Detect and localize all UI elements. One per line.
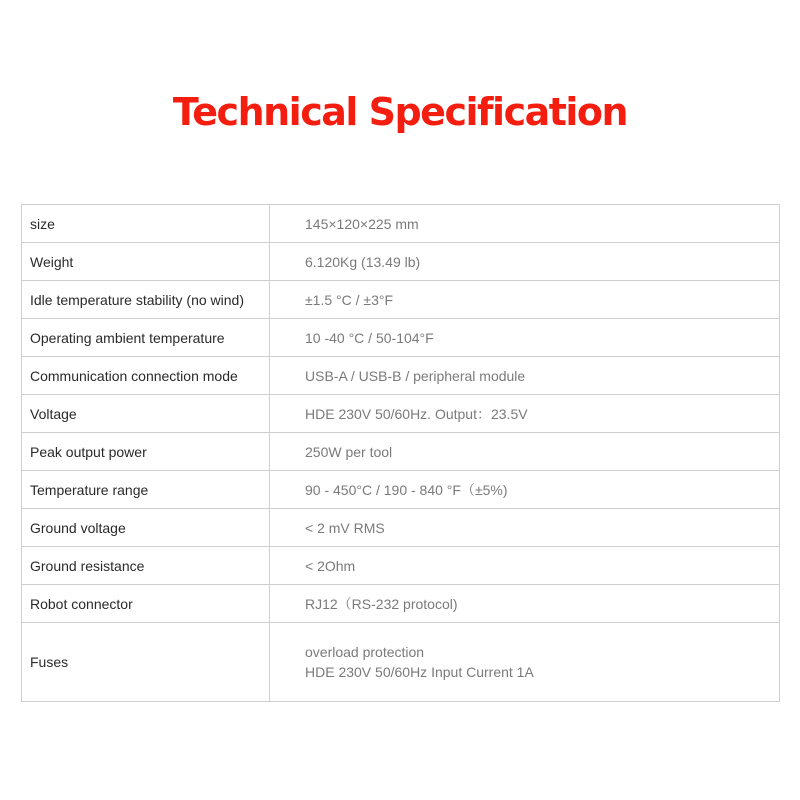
table-row-peak-output-power: [22, 433, 780, 471]
spec-value: < 2 mV RMS: [270, 509, 780, 547]
spec-value-line: HDE 230V 50/60Hz Input Current 1A: [305, 664, 534, 680]
spec-value: [270, 623, 780, 702]
table-row-size: [22, 205, 780, 243]
spec-label: Ground voltage: [22, 509, 270, 547]
spec-value: ±1.5 °C / ±3°F: [270, 281, 780, 319]
spec-value: USB-A / USB-B / peripheral module: [270, 357, 780, 395]
spec-label: Voltage: [22, 395, 270, 433]
spec-label: Fuses: [22, 623, 270, 702]
spec-value: HDE 230V 50/60Hz. Output：23.5V: [270, 395, 780, 433]
table-row-fuses: [22, 623, 780, 702]
spec-value: RJ12（RS-232 protocol): [270, 585, 780, 623]
spec-label: size: [22, 205, 270, 243]
spec-label: Weight: [22, 243, 270, 281]
spec-label: Operating ambient temperature: [22, 319, 270, 357]
spec-value: < 2Ohm: [270, 547, 780, 585]
table-row-voltage: [22, 395, 780, 433]
spec-table: [21, 204, 780, 702]
spec-value: 250W per tool: [270, 433, 780, 471]
table-row-weight: [22, 243, 780, 281]
table-row-communication-connection-mode: [22, 357, 780, 395]
spec-value: 145×120×225 mm: [270, 205, 780, 243]
spec-value-line: overload protection: [305, 644, 425, 660]
spec-label: Robot connector: [22, 585, 270, 623]
table-row-temperature-range: [22, 471, 780, 509]
table-row-ground-voltage: [22, 509, 780, 547]
spec-value: 6.120Kg (13.49 lb): [270, 243, 780, 281]
page-title: Technical Specification: [172, 90, 628, 134]
table-row-robot-connector: [22, 585, 780, 623]
spec-label: Temperature range: [22, 471, 270, 509]
table-row-operating-ambient-temperature: [22, 319, 780, 357]
spec-label: Peak output power: [22, 433, 270, 471]
spec-label: Ground resistance: [22, 547, 270, 585]
spec-label: Idle temperature stability (no wind): [22, 281, 270, 319]
table-row-idle-temperature-stability: [22, 281, 780, 319]
spec-value: 10 -40 °C / 50-104°F: [270, 319, 780, 357]
table-row-ground-resistance: [22, 547, 780, 585]
spec-label: Communication connection mode: [22, 357, 270, 395]
spec-value: 90 - 450°C / 190 - 840 °F（±5%): [270, 471, 780, 509]
